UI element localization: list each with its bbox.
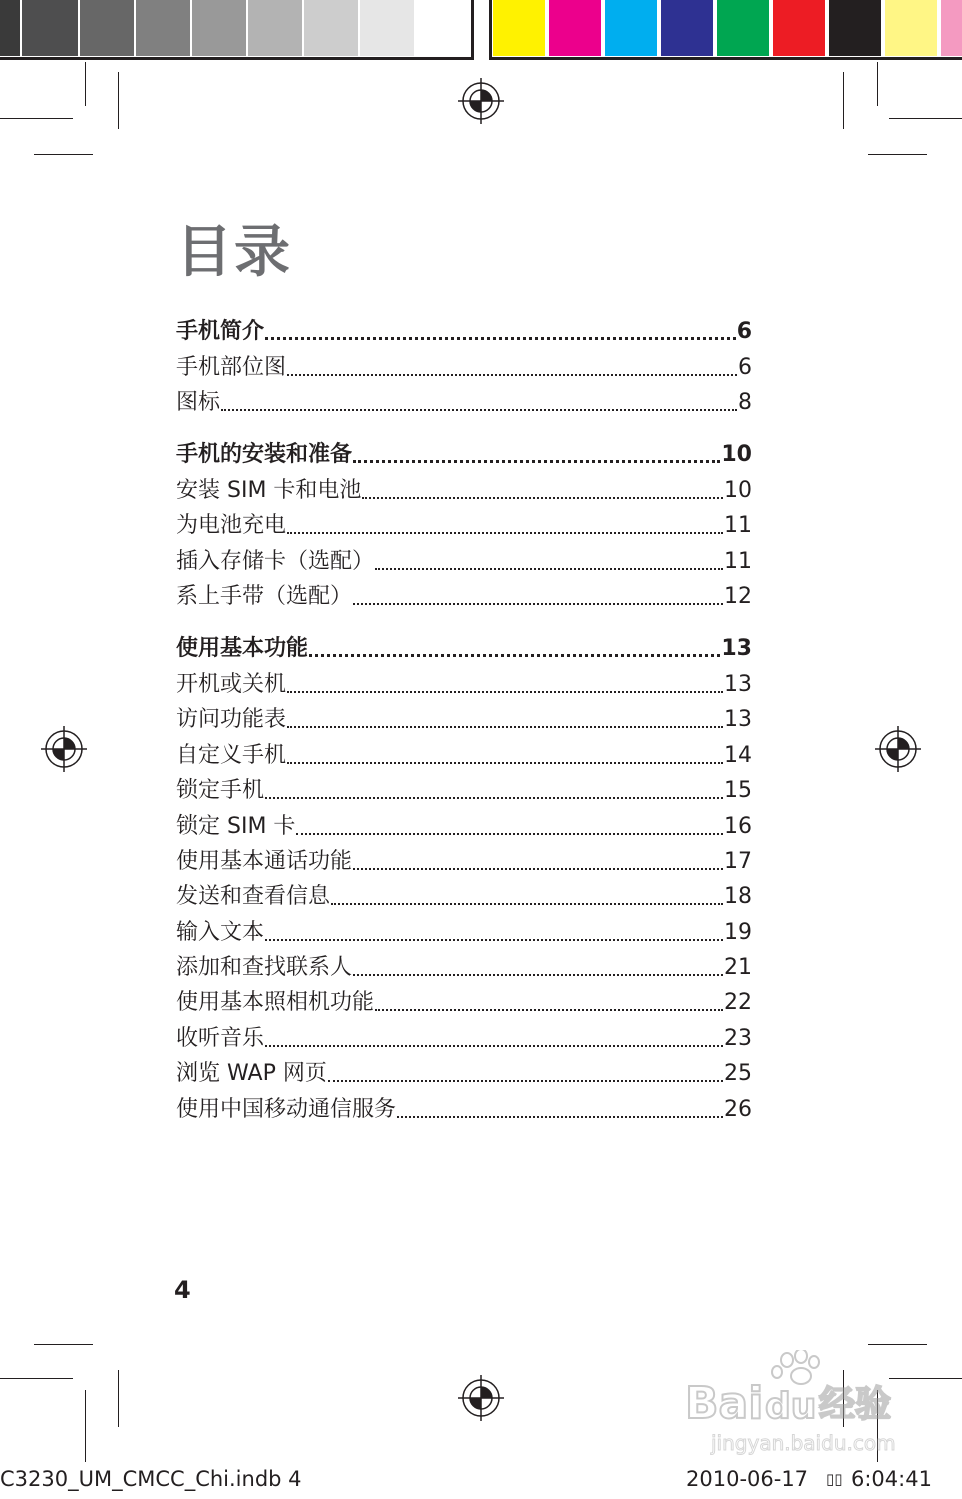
toc-section-heading[interactable] [176, 315, 752, 349]
toc-entry-page: 6 [736, 319, 752, 344]
toc-entry-page: 13 [724, 707, 752, 732]
toc-entry-label: 访问功能表 [176, 707, 287, 732]
registration-mark-icon [39, 724, 89, 774]
toc-dot-leader [353, 603, 723, 605]
crop-mark [118, 1370, 119, 1427]
toc-entry-label: 自定义手机 [176, 743, 287, 768]
process-color-bar [489, 0, 962, 60]
toc-section-heading[interactable] [176, 438, 752, 472]
toc-entry[interactable] [176, 668, 752, 702]
toc-entry-page: 18 [724, 884, 752, 909]
toc-dot-leader [375, 1009, 723, 1011]
toc-dot-leader [353, 868, 723, 870]
toc-entry-label: 锁定 SIM 卡 [176, 814, 296, 839]
toc-dot-leader [265, 939, 723, 941]
page-number: 4 [174, 1276, 191, 1304]
toc-dot-leader [265, 337, 736, 340]
toc-entry[interactable] [176, 810, 752, 844]
slug-time: 6:04:41 [851, 1467, 932, 1491]
toc-entry-page: 13 [724, 672, 752, 697]
toc-entry-page: 12 [724, 584, 752, 609]
toc-entry[interactable] [176, 351, 752, 385]
toc-entry-page: 10 [724, 478, 752, 503]
toc-entry[interactable] [176, 739, 752, 773]
toc-entry[interactable] [176, 845, 752, 879]
toc-entry-label: 使用基本功能 [176, 636, 309, 661]
registration-mark-icon [456, 1373, 506, 1423]
toc-entry-label: 发送和查看信息 [176, 884, 331, 909]
crop-mark [85, 62, 86, 106]
toc-entry-page: 11 [724, 549, 752, 574]
toc-entry[interactable] [176, 880, 752, 914]
toc-dot-leader [265, 797, 723, 799]
toc-entry-label: 收听音乐 [176, 1026, 265, 1051]
registration-mark-icon [456, 76, 506, 126]
svg-text:Bai: Bai [685, 1378, 764, 1429]
toc-entry-page: 16 [724, 814, 752, 839]
toc-entry-label: 锁定手机 [176, 778, 265, 803]
toc-entry-page: 23 [724, 1026, 752, 1051]
toc-entry[interactable] [176, 951, 752, 985]
toc-entry-label: 安装 SIM 卡和电池 [176, 478, 362, 503]
toc-entry-label: 使用基本通话功能 [176, 849, 353, 874]
crop-mark [877, 62, 878, 106]
crop-mark [0, 118, 73, 119]
toc-entry-page: 21 [724, 955, 752, 980]
toc-entry[interactable] [176, 386, 752, 420]
toc-entry-label: 图标 [176, 390, 221, 415]
slug-date: 2010-06-17 [686, 1467, 809, 1491]
toc-dot-leader [287, 374, 737, 376]
toc-entry-page: 10 [721, 442, 752, 467]
svg-text:du: du [765, 1386, 817, 1427]
toc-entry[interactable] [176, 1093, 752, 1127]
toc-entry[interactable] [176, 916, 752, 950]
toc-dot-leader [375, 568, 723, 570]
toc-entry-label: 为电池充电 [176, 513, 287, 538]
toc-dot-leader [328, 1080, 723, 1082]
toc-dot-leader [296, 833, 723, 835]
toc-dot-leader [397, 1116, 723, 1118]
toc-entry[interactable] [176, 545, 752, 579]
crop-mark [889, 118, 962, 119]
slug-filename: C3230_UM_CMCC_Chi.indb 4 [0, 1467, 302, 1491]
toc-entry-page: 17 [724, 849, 752, 874]
crop-mark [85, 1390, 86, 1462]
toc-entry-label: 系上手带（选配） [176, 584, 353, 609]
toc-entry-page: 19 [724, 920, 752, 945]
toc-entry[interactable] [176, 474, 752, 508]
toc-entry[interactable] [176, 774, 752, 808]
toc-entry-page: 8 [738, 390, 752, 415]
toc-section-heading[interactable] [176, 632, 752, 666]
crop-mark [118, 72, 119, 129]
toc-entry-page: 26 [724, 1097, 752, 1122]
crop-mark [868, 1344, 927, 1345]
page-title: 目录 [176, 220, 292, 285]
toc-entry-page: 14 [724, 743, 752, 768]
registration-mark-icon [873, 724, 923, 774]
toc-entry-page: 11 [724, 513, 752, 538]
toc-entry-label: 添加和查找联系人 [176, 955, 353, 980]
baidu-watermark-logo [683, 1350, 913, 1465]
toc-entry-page: 6 [738, 355, 752, 380]
toc-entry-label: 浏览 WAP 网页 [176, 1061, 327, 1086]
toc-entry-page: 22 [724, 990, 752, 1015]
toc-dot-leader [353, 460, 720, 463]
crop-mark [868, 154, 927, 155]
toc-entry-label: 手机简介 [176, 319, 265, 344]
toc-entry-label: 手机的安装和准备 [176, 442, 353, 467]
toc-dot-leader [221, 409, 737, 411]
toc-dot-leader [362, 497, 723, 499]
slug-time-prefix: ▯▯ [826, 1470, 843, 1488]
toc-entry[interactable] [176, 986, 752, 1020]
toc-entry-label: 输入文本 [176, 920, 265, 945]
toc-dot-leader [287, 762, 723, 764]
toc-entry-page: 25 [724, 1061, 752, 1086]
toc-entry[interactable] [176, 580, 752, 614]
toc-dot-leader [331, 903, 723, 905]
svg-text:经验: 经验 [819, 1384, 892, 1425]
grayscale-color-bar [0, 0, 474, 60]
toc-dot-leader [287, 532, 723, 534]
toc-entry-label: 开机或关机 [176, 672, 287, 697]
crop-mark [34, 1344, 93, 1345]
crop-mark [0, 1378, 73, 1379]
crop-mark [843, 72, 844, 129]
toc-dot-leader [353, 974, 723, 976]
toc-entry[interactable] [176, 509, 752, 543]
toc-dot-leader [287, 691, 723, 693]
toc-dot-leader [265, 1045, 723, 1047]
toc-entry-label: 使用基本照相机功能 [176, 990, 375, 1015]
toc-entry-page: 13 [721, 636, 752, 661]
svg-text:jingyan.baidu.com: jingyan.baidu.com [711, 1431, 896, 1455]
toc-dot-leader [309, 654, 720, 657]
toc-entry-label: 插入存储卡（选配） [176, 549, 375, 574]
toc-entry[interactable] [176, 1022, 752, 1056]
toc-entry-label: 手机部位图 [176, 355, 287, 380]
toc-entry[interactable] [176, 703, 752, 737]
toc-entry-label: 使用中国移动通信服务 [176, 1097, 397, 1122]
toc-dot-leader [287, 726, 723, 728]
crop-mark [34, 154, 93, 155]
toc-entry-page: 15 [724, 778, 752, 803]
toc-entry[interactable] [176, 1057, 752, 1091]
